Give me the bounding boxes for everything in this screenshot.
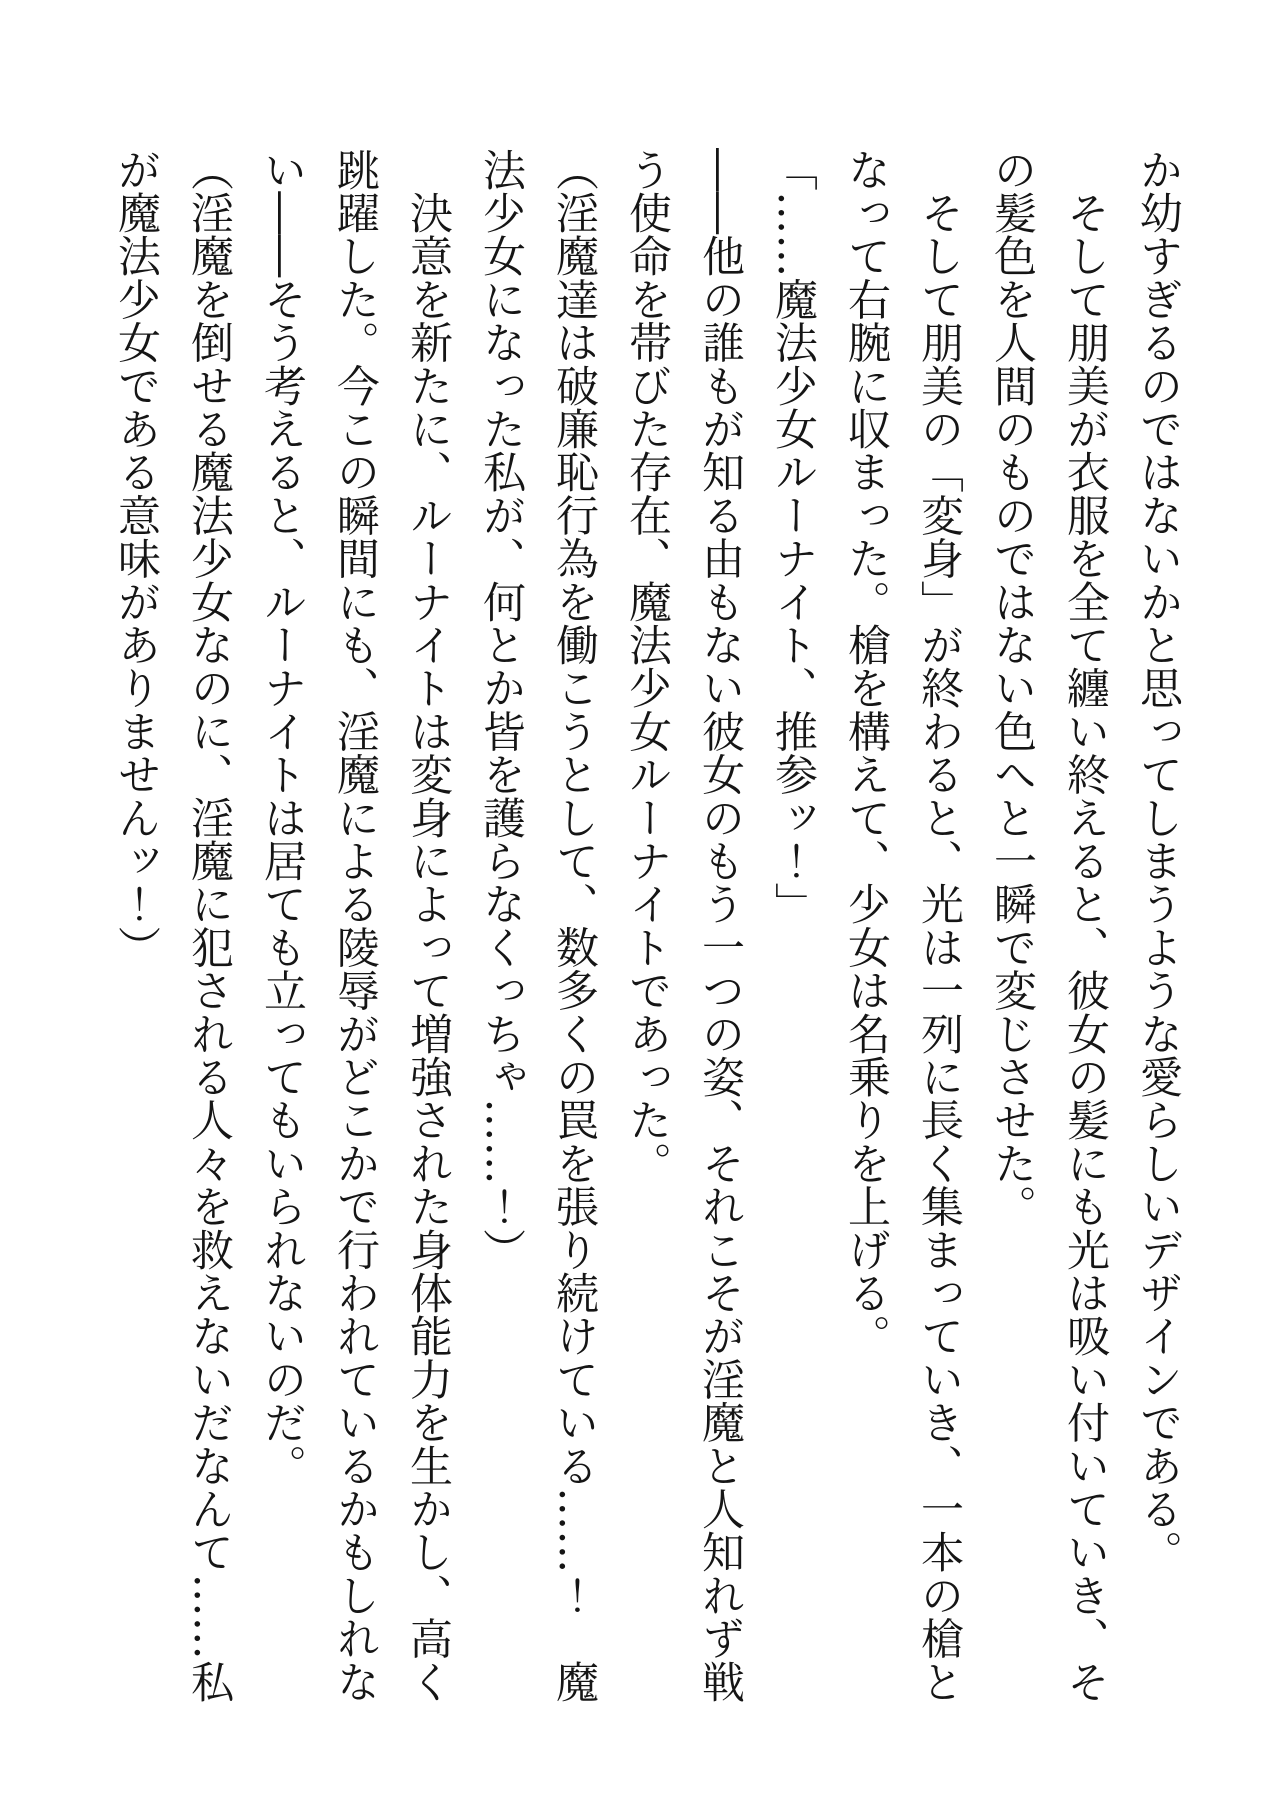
narration-paragraph-3: そして朋美の「変身」が終わると、光は一列に長く集まっていき、一本の槍となって右腕に収まった。槍を構えて、少女は名乗りを上げる。 xyxy=(841,148,964,1704)
monologue-paragraph-2: （淫魔を倒せる魔法少女なのに、淫魔に犯される人々を救えないだなんて……私が魔法少女である意味がありませんッ！） xyxy=(111,148,234,1704)
dialogue-paragraph: 「……魔法少女ルーナイト、推参ッ！」 xyxy=(768,148,818,926)
narration-paragraph-4: ――他の誰もが知る由もない彼女のもう一つの姿、それこそが淫魔と人知れず戦う使命を帯びた存在、魔法少女ルーナイトであった。 xyxy=(622,148,745,1704)
narration-paragraph-5: 決意を新たに、ルーナイトは変身によって増強された身体能力を生かし、高く跳躍した。今この瞬間にも、淫魔による陵辱がどこかで行われているかもしれない――そう考えると、ルーナイトは居ても立ってもいられないのだ。 xyxy=(257,148,453,1704)
narration-paragraph-1: か幼すぎるのではないかと思ってしまうような愛らしいデザインである。 xyxy=(1133,148,1183,1574)
vertical-text-block xyxy=(99,148,1194,1710)
narration-paragraph-2: そして朋美が衣服を全て纏い終えると、彼女の髪にも光は吸い付いていき、その髪色を人間のものではない色へと一瞬で変じさせた。 xyxy=(987,148,1110,1704)
monologue-paragraph-1: （淫魔達は破廉恥行為を働こうとして、数多くの罠を張り続けている……！ 魔法少女になった私が、何とか皆を護らなくっちゃ……！） xyxy=(476,148,599,1704)
